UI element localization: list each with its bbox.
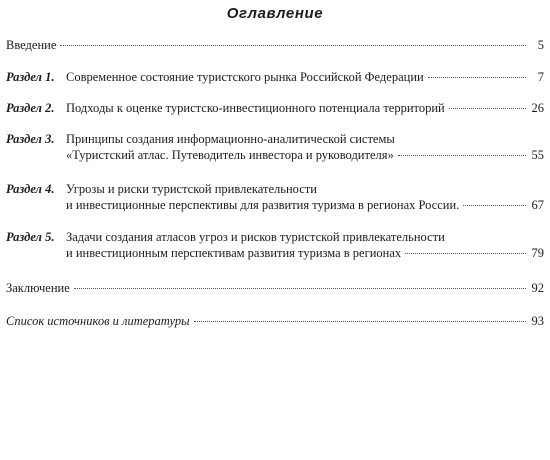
- dot-leader: [60, 45, 526, 46]
- toc-page-number: 93: [531, 314, 544, 328]
- toc-title: Оглавление: [226, 5, 324, 22]
- toc-section-label: Раздел 2.: [6, 101, 55, 115]
- toc-entry-references[interactable]: [6, 313, 544, 329]
- toc-page-number: 7: [537, 70, 544, 84]
- toc-entry-text: и инвестиционные перспективы для развития туризма в регионах России.: [66, 198, 460, 212]
- dot-leader: [398, 155, 526, 156]
- toc-entry-text: Заключение: [6, 281, 70, 295]
- toc-entry-section-4[interactable]: [6, 181, 544, 213]
- toc-entry-text: «Туристский атлас. Путеводитель инвестора и руководителя»: [66, 148, 394, 162]
- toc-entry-section-1[interactable]: [6, 69, 544, 85]
- dot-leader: [463, 205, 526, 206]
- dot-leader: [428, 77, 526, 78]
- toc-entry-introduction[interactable]: [6, 37, 544, 53]
- toc-entry-section-2[interactable]: [6, 100, 544, 116]
- toc-entry-text: Угрозы и риски туристской привлекательности: [66, 182, 317, 196]
- toc-entry-text: Задачи создания атласов угроз и рисков туристской привлекательности: [66, 230, 445, 244]
- toc-page-number: 79: [531, 246, 544, 260]
- toc-entry-text: Подходы к оценке туристско-инвестиционного потенциала территорий: [66, 101, 445, 115]
- dot-leader: [74, 288, 526, 289]
- toc-entry-text: и инвестиционным перспективам развития туризма в регионах: [66, 246, 402, 260]
- toc-page-number: 5: [537, 38, 544, 52]
- toc-section-label: Раздел 5.: [6, 230, 55, 244]
- dot-leader: [194, 321, 526, 322]
- toc-page-number: 26: [531, 101, 544, 115]
- toc-entry-conclusion[interactable]: [6, 280, 544, 296]
- dot-leader: [449, 108, 526, 109]
- toc-page-number: 55: [531, 148, 544, 162]
- toc-section-label: Раздел 1.: [6, 70, 55, 84]
- toc-page-number: 67: [531, 198, 544, 212]
- toc-entry-text: Современное состояние туристского рынка Российской Федерации: [66, 70, 424, 84]
- toc-entry-text: Принципы создания информационно-аналитической системы: [66, 132, 395, 146]
- toc-entry-section-5[interactable]: [6, 229, 544, 261]
- toc-section-label: Раздел 3.: [6, 132, 55, 146]
- toc-entry-section-3[interactable]: [6, 131, 544, 163]
- toc-page-number: 92: [531, 281, 544, 295]
- toc-section-label: Раздел 4.: [6, 182, 55, 196]
- toc-page: [0, 3, 550, 460]
- toc-entry-text: Введение: [6, 38, 57, 52]
- toc-entry-text: Список источников и литературы: [6, 314, 190, 328]
- dot-leader: [405, 253, 526, 254]
